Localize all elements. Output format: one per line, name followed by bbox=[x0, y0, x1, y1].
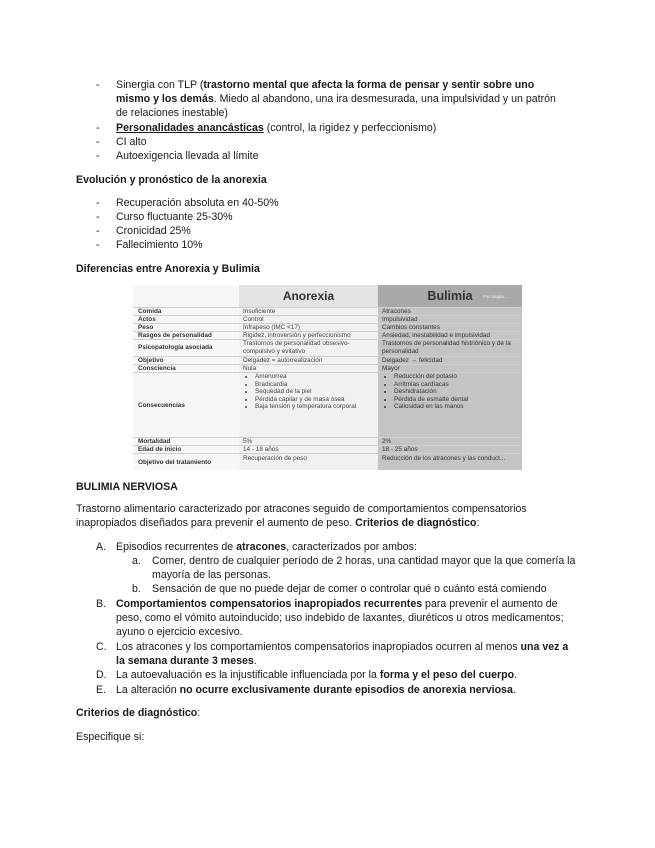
bold-text: forma y el peso del cuerpo bbox=[379, 669, 515, 681]
table-cell: Infrapeso (IMC <17) bbox=[243, 324, 301, 331]
table-cell: Nula bbox=[243, 365, 257, 372]
list-marker: b. bbox=[132, 583, 141, 595]
list-marker: a. bbox=[132, 555, 141, 567]
bold-text: Criterios de diagnóstico bbox=[355, 517, 477, 529]
list-marker: D. bbox=[96, 669, 107, 681]
bold-text: no ocurre exclusivamente durante episodios de anorexia nerviosa bbox=[179, 684, 513, 696]
table-row-label: Edad de inicio bbox=[138, 446, 182, 453]
list-item: • Reducción del potasio bbox=[394, 373, 522, 381]
table-row-label: Actos bbox=[138, 316, 156, 323]
table-row-label: Objetivo del tratamiento bbox=[138, 459, 212, 466]
list-marker: C. bbox=[96, 641, 107, 653]
dash-marker: - bbox=[96, 239, 100, 251]
table-row-label: Psicopatología asociada bbox=[138, 344, 213, 351]
text-span: . bbox=[512, 684, 516, 696]
criterios-label bbox=[76, 706, 576, 720]
text-span: , caracterizados por ambos: bbox=[286, 541, 417, 553]
criterion-text bbox=[116, 640, 576, 668]
text-span: . Miedo al abandono, una ira desmesurada, una impulsividad y un patrón de relaciones inestable) bbox=[116, 93, 556, 119]
table-cell: Delgadez → felicidad bbox=[382, 357, 443, 364]
table-cell: Recuperación de peso bbox=[243, 455, 307, 462]
list-item-text: Curso fluctuante 25-30% bbox=[116, 211, 233, 223]
dash-marker: - bbox=[96, 79, 100, 91]
text-span: Trastorno alimentario caracterizado por atracones seguido de comportamientos compensatorios inapropiados diseñados para prevenir el aumento de peso. bbox=[76, 503, 527, 529]
table-cell: Impulsividad bbox=[382, 316, 418, 323]
list-item-text bbox=[116, 121, 566, 135]
table-cell: Mayor bbox=[382, 365, 400, 372]
table-row-label: Rasgos de personalidad bbox=[138, 332, 212, 339]
list-marker: E. bbox=[96, 684, 107, 696]
list-item-text: Autoexigencia llevada al límite bbox=[116, 150, 259, 162]
section-heading: Diferencias entre Anorexia y Bulimia bbox=[76, 263, 260, 275]
table-row-label: Peso bbox=[138, 324, 154, 331]
list-item-text bbox=[116, 78, 566, 120]
table-cell: Reducción de los atracones y las conduct... bbox=[382, 455, 506, 462]
text-span: : bbox=[197, 707, 201, 719]
section-heading: Evolución y pronóstico de la anorexia bbox=[76, 174, 267, 186]
table-cell: Delgadez = autorrealización bbox=[243, 357, 323, 364]
table-row-label: Consecuencias bbox=[138, 402, 185, 409]
list-item-text: CI alto bbox=[116, 136, 147, 148]
underlined-bold-text: Personalidades anancásticas bbox=[116, 122, 264, 134]
table-cell-list bbox=[243, 373, 377, 411]
text-span: . bbox=[253, 655, 257, 667]
table-cell: Trastornos de personalidad obsesivo-compulsivo y evitativo bbox=[243, 340, 350, 355]
criterion-text: Comer, dentro de cualquier período de 2 horas, una cantidad mayor que la que comería la mayoría de las personas. bbox=[152, 555, 576, 581]
list-item-text: Fallecimiento 10% bbox=[116, 239, 203, 251]
criterion-text: Sensación de que no puede dejar de comer o controlar qué o cuánto está comiendo bbox=[152, 583, 547, 595]
table-row-label: Comida bbox=[138, 308, 162, 315]
table-cell: Cambios constantes bbox=[382, 324, 440, 331]
criterion-text bbox=[116, 597, 576, 639]
list-item: • Baja tensión y temperatura corporal bbox=[255, 403, 377, 411]
table-cell: Ansiedad, inestabilidad e impulsividad bbox=[382, 332, 490, 339]
text-span: Sinergia con TLP ( bbox=[116, 79, 204, 91]
list-item: • Sequedad de la piel bbox=[255, 388, 377, 396]
list-item: • Pérdida capilar y de masa ósea bbox=[255, 396, 377, 404]
table-cell: 14 - 18 años bbox=[243, 446, 279, 453]
bold-text: trastorno mental que afecta la forma de pensar y sentir sobre uno mismo y los demás bbox=[116, 79, 535, 105]
dash-marker: - bbox=[96, 225, 100, 237]
text-span: Episodios recurrentes de bbox=[116, 541, 237, 553]
table-cell: Control bbox=[243, 316, 264, 323]
list-item: • Pérdida de esmalte dental bbox=[394, 396, 522, 404]
bold-text: Criterios de diagnóstico bbox=[76, 707, 198, 719]
list-item: • Callosidad en las manos bbox=[394, 403, 522, 411]
table-cell: Insuficiente bbox=[243, 308, 276, 315]
intro-paragraph bbox=[76, 502, 576, 530]
text-span: (control, la rigidez y perfeccionismo) bbox=[263, 122, 437, 134]
bold-text: atracones bbox=[236, 541, 287, 553]
table-cell: 2% bbox=[382, 438, 392, 445]
bold-text: una vez a la semana durante 3 meses bbox=[116, 641, 569, 667]
text-span: para prevenir el aumento de peso, como el vómito autoinducido; uso indebido de laxantes, diuréticos u otros medicamentos; ayuno o ejercicio excesivo. bbox=[116, 598, 564, 638]
text-span: La alteración bbox=[116, 684, 180, 696]
dash-marker: - bbox=[96, 211, 100, 223]
watermark: Psicología... bbox=[483, 294, 508, 299]
table-row-label: Objetivo bbox=[138, 357, 164, 364]
list-item-text: Recuperación absoluta en 40-50% bbox=[116, 197, 279, 209]
table-header-bulimia: Bulimia bbox=[378, 285, 522, 307]
especifique-label: Especifique si: bbox=[76, 731, 145, 743]
table-cell: Rigidez, introversión y perfeccionismo bbox=[243, 332, 351, 339]
text-span: La autoevaluación es la injustificable influenciada por la bbox=[116, 669, 380, 681]
bold-text: Comportamientos compensatorios inapropiados recurrentes bbox=[116, 598, 423, 610]
list-item-text: Cronicidad 25% bbox=[116, 225, 191, 237]
section-heading: BULIMIA NERVIOSA bbox=[76, 481, 178, 493]
table-cell: 5% bbox=[243, 438, 253, 445]
criterion-text bbox=[116, 668, 576, 682]
text-span: Los atracones y los comportamientos compensatorios inapropiados ocurren al menos bbox=[116, 641, 521, 653]
text-span: . bbox=[514, 669, 518, 681]
list-item: • Arritmias cardíacas bbox=[394, 381, 522, 389]
list-marker: A. bbox=[96, 541, 107, 553]
list-item: • Bradicardia bbox=[255, 381, 377, 389]
comparison-table-image bbox=[133, 285, 522, 470]
dash-marker: - bbox=[96, 122, 100, 134]
table-cell-list bbox=[382, 373, 522, 411]
table-row-label: Consciencia bbox=[138, 365, 176, 372]
table-cell: Atracones bbox=[382, 308, 411, 315]
dash-marker: - bbox=[96, 197, 100, 209]
table-row-label: Mortalidad bbox=[138, 438, 171, 445]
criterion-text bbox=[116, 540, 576, 554]
table-cell: Trastornos de personalidad histriónico y de la personalidad bbox=[382, 340, 511, 355]
criterion-text bbox=[116, 683, 576, 697]
list-item: • Deshidratación bbox=[394, 388, 522, 396]
dash-marker: - bbox=[96, 150, 100, 162]
list-marker: B. bbox=[96, 598, 107, 610]
table-header-anorexia: Anorexia bbox=[239, 285, 378, 307]
dash-marker: - bbox=[96, 136, 100, 148]
table-cell: 18 - 25 años bbox=[382, 446, 418, 453]
list-item: • Amenorrea bbox=[255, 373, 377, 381]
text-span: : bbox=[476, 517, 480, 529]
